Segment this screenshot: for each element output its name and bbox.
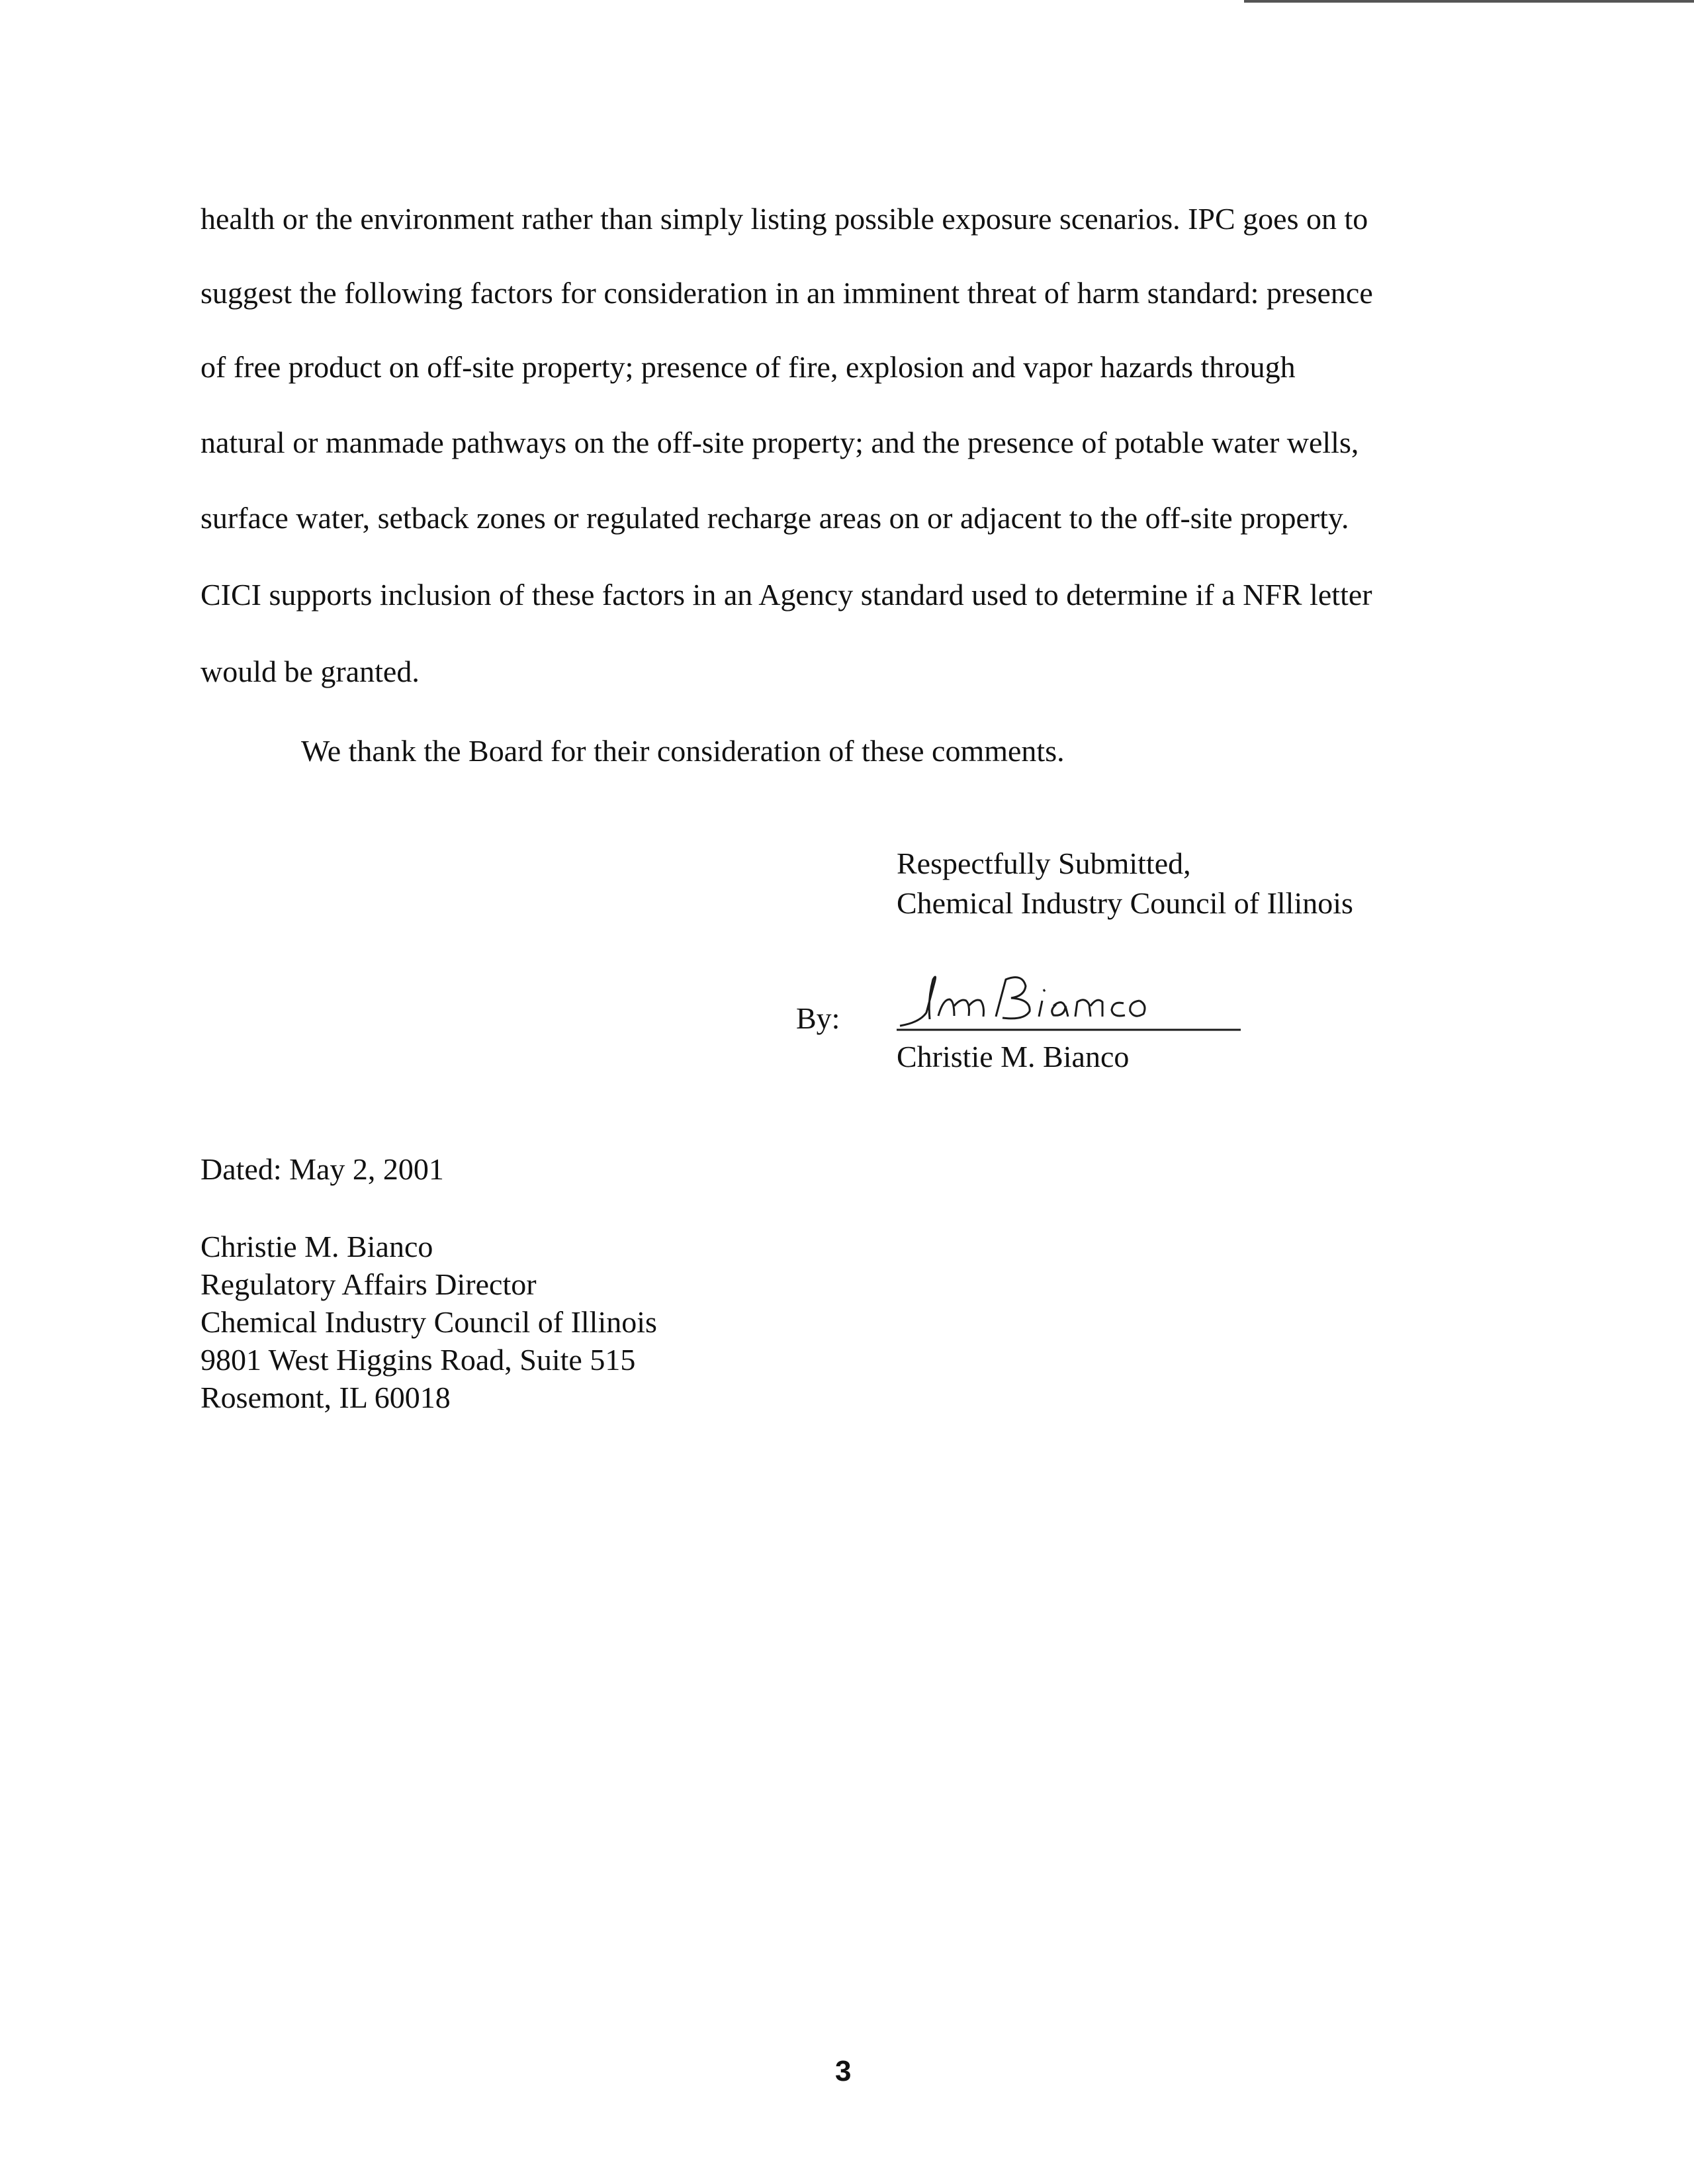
page-number: 3 xyxy=(835,2055,852,2087)
address-name: Christie M. Bianco xyxy=(201,1230,433,1263)
address-street: 9801 West Higgins Road, Suite 515 xyxy=(201,1343,636,1377)
paragraph-line-6: CICI supports inclusion of these factors in an Agency standard used to determine if a NFR letter xyxy=(201,578,1372,612)
scan-edge-line xyxy=(1244,0,1694,3)
signature-text: CMBianco xyxy=(880,953,883,954)
closing-sentence: We thank the Board for their consideration of these comments. xyxy=(301,734,1065,768)
address-organization: Chemical Industry Council of Illinois xyxy=(201,1305,657,1339)
paragraph-line-3: of free product on off-site property; presence of fire, explosion and vapor hazards through xyxy=(201,350,1296,384)
dated-line: Dated: May 2, 2001 xyxy=(201,1152,444,1186)
respectfully-submitted: Respectfully Submitted, xyxy=(897,846,1191,880)
paragraph-line-1: health or the environment rather than simply listing possible exposure scenarios. IPC goes on to xyxy=(201,202,1368,236)
organization-name: Chemical Industry Council of Illinois xyxy=(897,886,1353,920)
by-label: By: xyxy=(796,1001,840,1035)
address-title: Regulatory Affairs Director xyxy=(201,1267,537,1301)
handwritten-signature xyxy=(880,953,1251,1039)
signer-name: Christie M. Bianco xyxy=(897,1040,1130,1073)
paragraph-line-2: suggest the following factors for consideration in an imminent threat of harm standard: presence xyxy=(201,276,1373,310)
address-city: Rosemont, IL 60018 xyxy=(201,1381,451,1414)
paragraph-line-4: natural or manmade pathways on the off-site property; and the presence of potable water wells, xyxy=(201,426,1359,459)
paragraph-line-7: would be granted. xyxy=(201,655,420,688)
address-block xyxy=(201,1228,657,1416)
paragraph-line-5: surface water, setback zones or regulated recharge areas on or adjacent to the off-site property. xyxy=(201,501,1349,535)
